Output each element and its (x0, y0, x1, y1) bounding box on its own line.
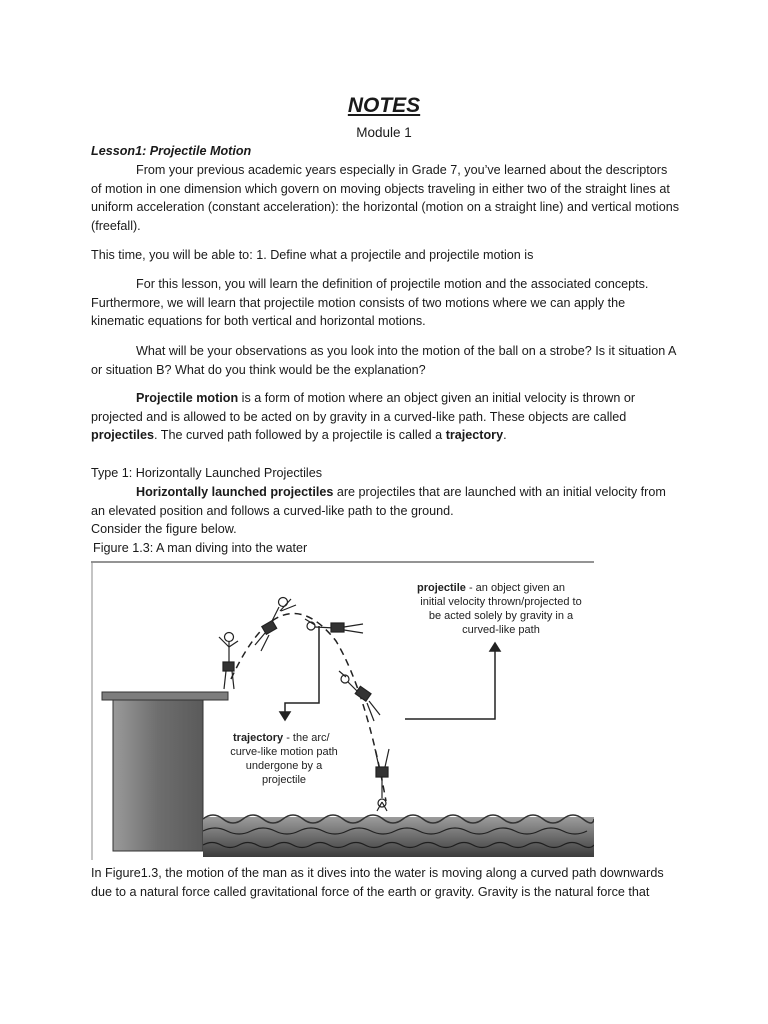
lesson-title: Lesson1: Projectile Motion (91, 144, 252, 158)
callout-trajectory-line3: undergone by a (245, 760, 323, 772)
consider-text: Consider the figure below. (91, 522, 237, 536)
module-label: Module 1 (356, 125, 412, 140)
paragraph-figure-explanation: In Figure1.3, the motion of the man as it dives into the water is moving along a curved path downwards due to a natural force called gravitational force of the earth or gravity. Gravity is the natural force that (91, 866, 664, 899)
callout-trajectory-term: trajectory (233, 732, 284, 744)
callout-trajectory-line2: curve-like motion path (230, 746, 338, 758)
callout-projectile-line4: curved-like path (462, 624, 540, 636)
water-surface (203, 815, 594, 857)
callout-projectile-term: projectile (417, 582, 466, 594)
callout-projectile-line2: initial velocity thrown/projected to (420, 596, 582, 608)
definition-text-1: is a form of motion where an object given an initial velocity is thrown or projected and is allowed to be acted on by gravity in a curved-like path. These objects are called (91, 391, 636, 424)
horizontal-text: are projectiles that are launched with an initial velocity from an elevated position and follows a curved-like path to the ground. (91, 485, 666, 518)
paragraph-intro: From your previous academic years especially in Grade 7, you’ve learned about the descriptors of motion in one dimension which govern on moving objects traveling in either two of the straight lines at uniform acceleration (constant acceleration): the horizontal (motion on a straight line) and vertical motions (freefall). (91, 163, 680, 233)
callout-arrows (280, 626, 500, 720)
definition-text-2: . The curved path followed by a projectile is called a (154, 428, 446, 442)
paragraph-horizontal (91, 483, 681, 520)
callout-trajectory-line1: - the arc/ (283, 732, 330, 744)
definition-text-3: . (503, 428, 507, 442)
svg-text:trajectory - the arc/ (233, 732, 331, 744)
paragraph-lesson-overview: For this lesson, you will learn the definition of projectile motion and the associated concepts. Furthermore, we will learn that projectile motion consists of two motions where we can apply the kinematic equations for both vertical and horizontal motions. (91, 277, 649, 328)
term-trajectory: trajectory (445, 428, 504, 442)
term-projectile-motion: Projectile motion (136, 391, 239, 405)
figure-caption: Figure 1.3: A man diving into the water (93, 541, 308, 555)
diving-figure (91, 561, 594, 860)
paragraph-definition (91, 389, 681, 445)
paragraph-objective: This time, you will be able to: 1. Define what a projectile and projectile motion is (91, 248, 534, 262)
term-horizontally-launched: Horizontally launched projectiles (136, 485, 334, 499)
paragraph-question: What will be your observations as you look into the motion of the ball on a strobe? Is it situation A or situation B? What do you think would be the explanation? (91, 344, 676, 377)
term-projectiles: projectiles (91, 428, 154, 442)
trajectory-path (231, 613, 386, 801)
callout-projectile-line3: be acted solely by gravity in a (428, 610, 574, 622)
page-title: NOTES (347, 94, 421, 117)
callout-projectile-line1: - an object given an (465, 582, 565, 594)
callout-trajectory-line4: projectile (261, 774, 307, 786)
svg-text:projectile - an object given a (417, 582, 565, 594)
type1-heading: Type 1: Horizontally Launched Projectiles (91, 466, 323, 480)
